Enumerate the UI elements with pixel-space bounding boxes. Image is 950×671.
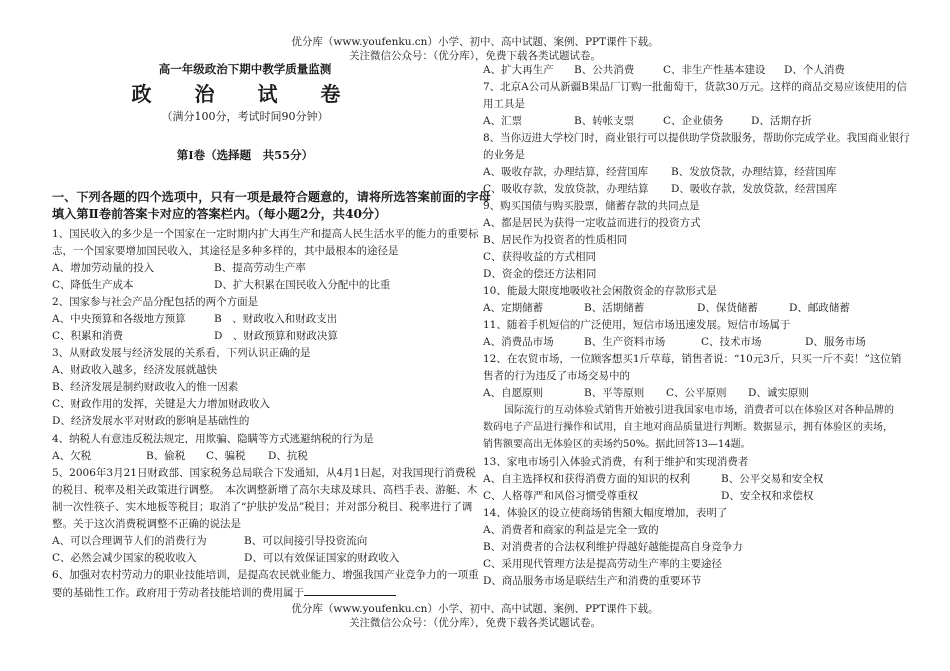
instruction-line1: 一、下列各题的四个选项中，只有一项是最符合题意的，请将所选答案前面的字母 bbox=[52, 190, 491, 204]
q12-option-b: B、平等原则 bbox=[584, 387, 645, 399]
q12-option-c: C、公平原则 bbox=[666, 387, 727, 399]
q11-line1: 11、随着手机短信的广泛使用，短信市场迅速发展。短信市场属于 bbox=[483, 319, 791, 331]
q1-option-d: D、扩大积累在国民收入分配中的比重 bbox=[214, 279, 391, 291]
q9-option-d: D、资金的偿还方法相同 bbox=[483, 268, 597, 280]
q6-answer-blank bbox=[304, 585, 396, 596]
q4-line1: 4、纳税人有意违反税法规定，用欺骗、隐瞒等方式逃避纳税的行为是 bbox=[52, 433, 374, 445]
q13-option-c: C、人格尊严和风俗习惯受尊重权 bbox=[483, 490, 639, 502]
q14-option-d: D、商品服务市场是联结生产和消费的重要环节 bbox=[483, 575, 702, 587]
q5-line2: 的税目、税率及相关政策进行调整。 本次调整新增了高尔夫球及球具、高档手表、游艇、木 bbox=[52, 484, 478, 496]
q8-line1: 8、当你迈进大学校门时，商业银行可以提供助学贷款服务，帮助你完成学业。我国商业银行 bbox=[483, 132, 910, 144]
q3-line1: 3、从财政发展与经济发展的关系看，下列认识正确的是 bbox=[52, 347, 311, 359]
q10-line1: 10、能最大限度地吸收社会闲散资金的存款形式是 bbox=[483, 285, 717, 297]
exam-title: 高一年级政治下期中教学质量监测 bbox=[158, 62, 332, 76]
q14-option-a: A、消费者和商家的利益是完全一致的 bbox=[483, 524, 659, 536]
q2-option-d: D 、财政预算和财政决算 bbox=[214, 330, 338, 342]
q9-option-a: A、都是居民为获得一定收益而进行的投资方式 bbox=[483, 217, 701, 229]
passage-line3: 销售额要高出无体验区的卖场约50%。据此回答13—14题。 bbox=[483, 439, 751, 450]
q5-line3: 制一次性筷子、实木地板等税目；取消了“护肤护发品”税目；并对部分税目、税率进行了调 bbox=[52, 501, 473, 513]
q8-line2: 的业务是 bbox=[483, 149, 525, 161]
q1-option-c: C、降低生产成本 bbox=[52, 279, 134, 291]
q4-option-c: C、骗税 bbox=[206, 450, 246, 462]
page-footer-line2: 关注微信公众号：（优分库），免费下载各类试题试卷。 bbox=[349, 617, 601, 629]
q3-option-a: A、财政收入越多，经济发展就越快 bbox=[52, 364, 218, 376]
subject-title: 政 治 试 卷 bbox=[131, 82, 359, 106]
passage-line1: 国际流行的互动体验式销售开始被引进我国家电市场，消费者可以在体验区对各种品牌的 bbox=[504, 405, 894, 416]
q3-option-b: B、经济发展是制约财政收入的惟一因素 bbox=[52, 381, 239, 393]
instruction-line2: 填入第Ⅱ卷前答案卡对应的答案栏内。（每小题2分，共40分） bbox=[52, 207, 387, 221]
q4-option-b: B、偷税 bbox=[146, 450, 186, 462]
q6-option-d: D、个人消费 bbox=[784, 64, 845, 76]
q5-option-c: C、必然会减少国家的税收收入 bbox=[52, 552, 197, 564]
exam-info: （满分100分，考试时间90分钟） bbox=[161, 110, 329, 123]
q4-option-a: A、欠税 bbox=[52, 450, 92, 462]
section-title: 第Ⅰ卷（选择题 共55分） bbox=[176, 148, 314, 162]
q3-option-d: D、经济发展水平对财政的影响是基础性的 bbox=[52, 415, 250, 427]
q8-option-b: B、发放贷款，办理结算，经营国库 bbox=[671, 166, 837, 178]
q1-option-a: A、增加劳动量的投入 bbox=[52, 262, 155, 274]
page-header-line1: 优分库（www.youfenku.cn）小学、初中、高中试题、案例、PPT课件下载。 bbox=[291, 36, 659, 48]
q4-option-d: D、抗税 bbox=[268, 450, 308, 462]
page-footer-line1: 优分库（www.youfenku.cn）小学、初中、高中试题、案例、PPT课件下载。 bbox=[291, 603, 659, 615]
q9-option-c: C、获得收益的方式相同 bbox=[483, 251, 597, 263]
q8-option-c: C、吸收存款，发放贷款，办理结算 bbox=[483, 183, 649, 195]
q13-line1: 13、家电市场引入体验式消费，有利于维护和实现消费者 bbox=[483, 456, 749, 468]
q12-line2: 售者的行为违反了市场交易中的 bbox=[483, 370, 630, 382]
passage-line2: 数码电子产品进行操作和试用，自主地对商品质量进行判断。数据显示，拥有体验区的卖场， bbox=[483, 422, 893, 433]
q1-option-b: B、提高劳动生产率 bbox=[214, 262, 306, 274]
q7-line2: 用工具是 bbox=[483, 98, 525, 110]
q6-line2 bbox=[52, 585, 396, 600]
q14-option-b: B、对消费者的合法权利维护得越好越能提高自身竞争力 bbox=[483, 541, 743, 553]
q11-option-c: C、技术市场 bbox=[701, 336, 762, 348]
q5-line4: 整。关于这次消费税调整不正确的说法是 bbox=[52, 518, 241, 530]
q2-option-b: B 、财政收入和财政支出 bbox=[214, 313, 338, 325]
q1-line2: 志，一个国家要增加国民收入，其途径是多种多样的，其中最根本的途径是 bbox=[52, 245, 399, 257]
q14-line1: 14、体验区的设立使商场销售额大幅度增加，表明了 bbox=[483, 507, 728, 519]
q10-option-d: D、邮政储蓄 bbox=[789, 302, 850, 314]
q6-option-b: B、公共消费 bbox=[574, 64, 635, 76]
q6-option-a: A、扩大再生产 bbox=[483, 64, 554, 76]
q14-option-c: C、采用现代管理方法是提高劳动生产率的主要途径 bbox=[483, 558, 723, 570]
q5-option-a: A、可以合理调节人们的消费行为 bbox=[52, 535, 207, 547]
q13-option-b: B、公平交易和安全权 bbox=[721, 473, 824, 485]
q8-option-d: D、吸收存款，发放贷款，经营国库 bbox=[671, 183, 837, 195]
q11-option-b: B、生产资料市场 bbox=[584, 336, 666, 348]
q8-option-a: A、吸收存款，办理结算，经营国库 bbox=[483, 166, 649, 178]
q12-option-a: A、自愿原则 bbox=[483, 387, 544, 399]
q6-line2-text: 要的基础性工作。政府用于劳动者技能培训的费用属于 bbox=[52, 587, 304, 599]
q2-line1: 2、国家参与社会产品分配包括的两个方面是 bbox=[52, 296, 259, 308]
q9-option-b: B、居民作为投资者的性质相同 bbox=[483, 234, 628, 246]
q6-line1: 6、加强对农村劳动力的职业技能培训，是提高农民就业能力、增强我国产业竞争力的一项重 bbox=[52, 569, 479, 581]
q3-option-c: C、财政作用的发挥，关键是大力增加财政收入 bbox=[52, 398, 271, 410]
q1-line1: 1、国民收入的多少是一个国家在一定时期内扩大再生产和提高人民生活水平的能力的重要标 bbox=[52, 228, 479, 240]
q11-option-a: A、消费品市场 bbox=[483, 336, 554, 348]
q11-option-d: D、服务市场 bbox=[805, 336, 866, 348]
q7-option-c: C、企业债务 bbox=[663, 115, 724, 127]
q12-option-d: D、诚实原则 bbox=[748, 387, 809, 399]
q10-option-a: A、定期储蓄 bbox=[483, 302, 544, 314]
page-header-line2: 关注微信公众号：（优分库），免费下载各类试题试卷。 bbox=[349, 50, 601, 62]
q7-line1: 7、北京A公司从新疆B果品厂订购一批葡萄干，货款30万元。这样的商品交易应该使用的信 bbox=[483, 81, 907, 93]
q5-line1: 5、2006年3月21日财政部、国家税务总局联合下发通知，从4月1日起，对我国现行消费税 bbox=[52, 467, 476, 479]
q2-option-a: A、中央预算和各级地方预算 bbox=[52, 313, 186, 325]
q6-option-c: C、非生产性基本建设 bbox=[663, 64, 766, 76]
q10-option-b: B、活期储蓄 bbox=[584, 302, 645, 314]
q13-option-a: A、自主选择权和获得消费方面的知识的权利 bbox=[483, 473, 691, 485]
q7-option-b: B、转帐支票 bbox=[574, 115, 635, 127]
q10-option-c: D、保货储蓄 bbox=[697, 302, 758, 314]
q12-line1: 12、在农贸市场，一位顾客想买1斤草莓，销售者说：“10元3斤，只买一斤不卖！”这位销 bbox=[483, 353, 902, 365]
q9-line1: 9、购买国债与购买股票，储蓄存款的共同点是 bbox=[483, 200, 700, 212]
q7-option-d: D、活期存折 bbox=[751, 115, 812, 127]
q13-option-d: D、安全权和求偿权 bbox=[721, 490, 814, 502]
q2-option-c: C、积累和消费 bbox=[52, 330, 124, 342]
q5-option-d: D、可以有效保证国家的财政收入 bbox=[244, 552, 400, 564]
q7-option-a: A、汇票 bbox=[483, 115, 523, 127]
q5-option-b: B、可以间接引导投资流向 bbox=[244, 535, 368, 547]
